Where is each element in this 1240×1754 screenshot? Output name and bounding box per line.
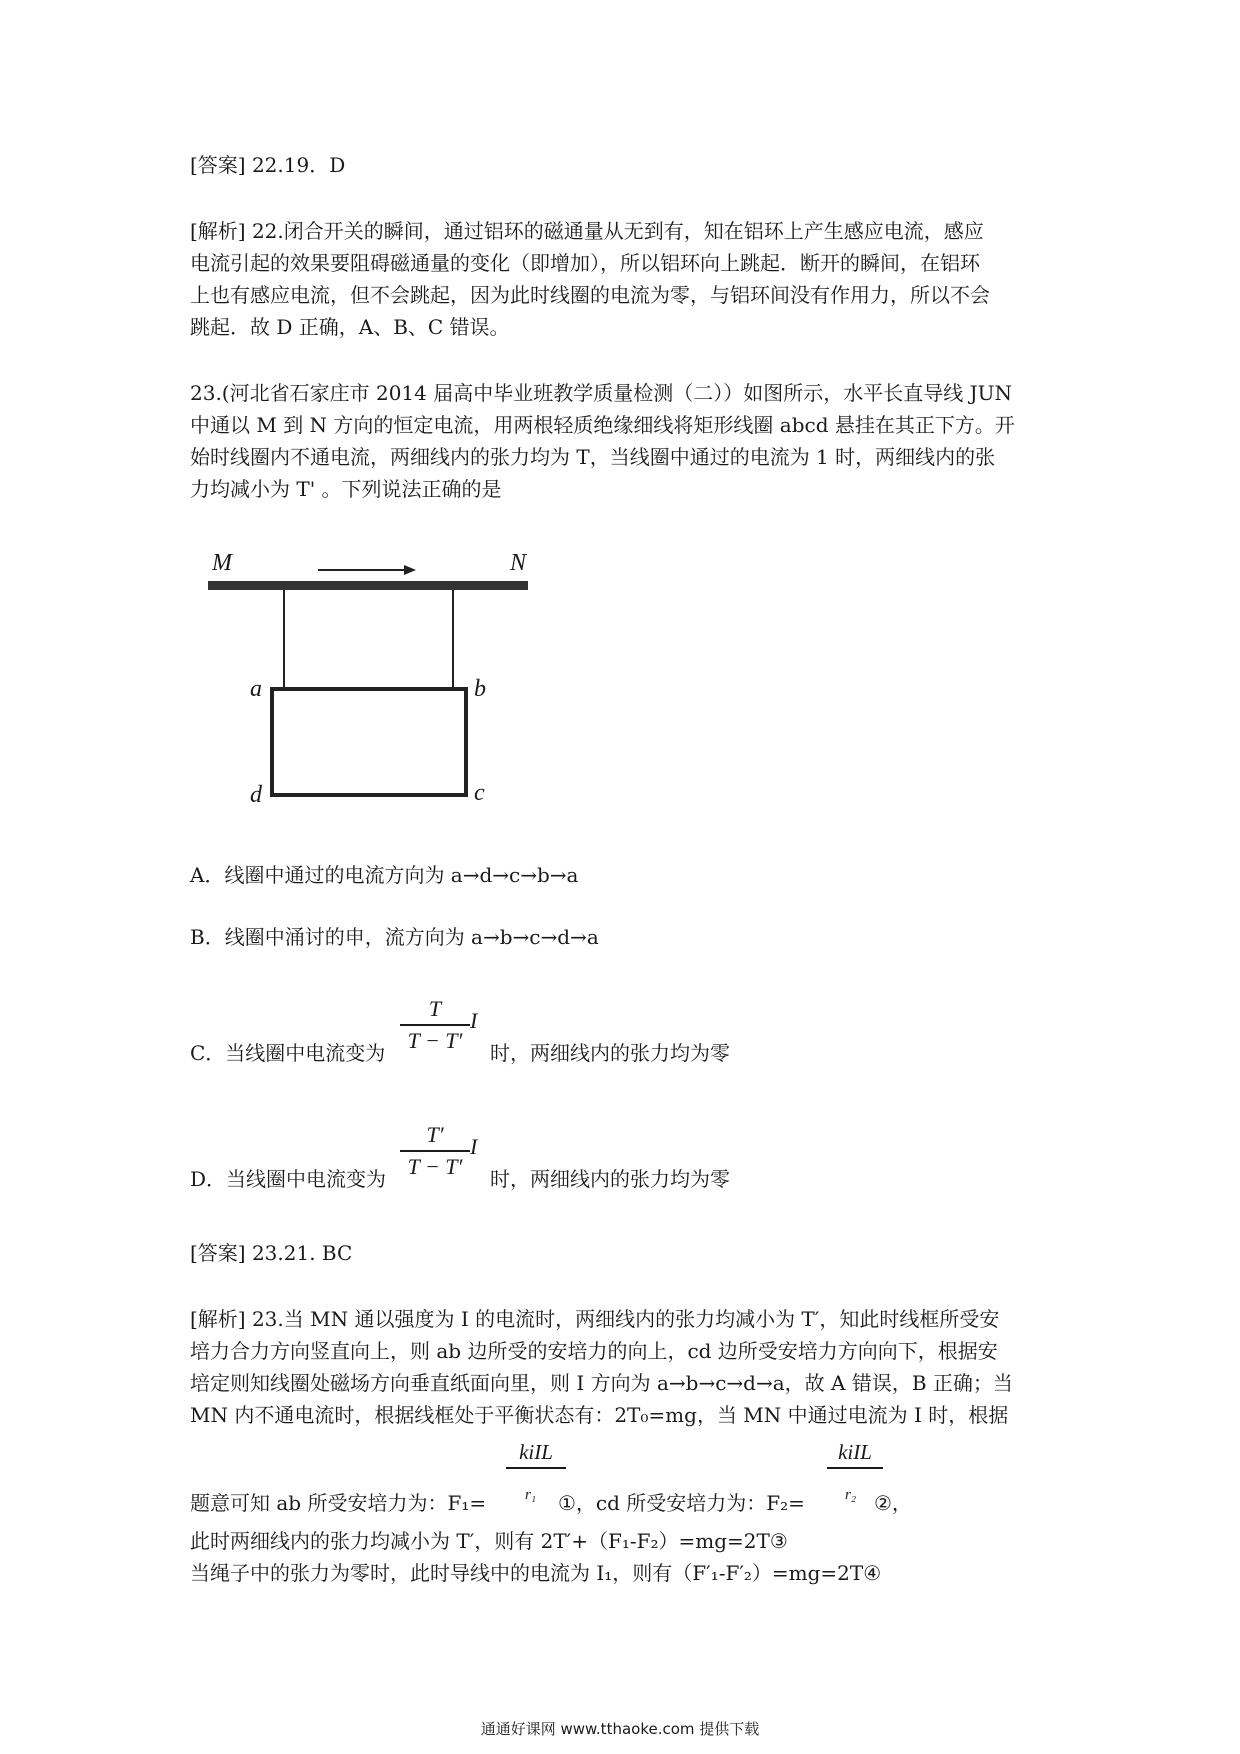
option-C-numerator: T — [428, 996, 442, 1021]
label-a: a — [250, 676, 262, 702]
option-C-suffix: 时，两细线内的张力均为零 — [490, 1041, 730, 1065]
f2-r2: r₂ — [845, 1487, 857, 1503]
option-D-suffix: 时，两细线内的张力均为零 — [490, 1167, 730, 1191]
option-B: B．线圈中涌讨的申，流方向为 a→b→c→d→a — [190, 925, 599, 949]
f2-suffix: ②， — [874, 1491, 912, 1515]
analysis-23-line-2: 培力合力方向竖直向上，则 ab 边所受的安培力的向上，cd 边所受安培力方向向下，根据安 — [190, 1339, 998, 1363]
option-C-fraction-bar — [400, 1024, 470, 1026]
analysis-23-line-3: 培定则知线圈处磁场方向垂直纸面向里，则 I 方向为 a→b→c→d→a，故 A 错误，B 正确；当 — [190, 1371, 1013, 1395]
option-D-denominator: T − T′ — [407, 1154, 463, 1179]
option-C-fraction — [400, 996, 470, 1054]
current-arrow-head — [404, 565, 416, 575]
analysis-22-line-4: 跳起．故 D 正确，A、B、C 错误。 — [190, 315, 510, 339]
answer-23: [答案] 23.21. BC — [190, 1241, 353, 1265]
option-C-prefix: C．当线圈中电流变为 — [190, 1041, 386, 1065]
option-D-I: I — [470, 1134, 478, 1159]
wire-MN — [208, 581, 528, 590]
f2-fraction-bar — [827, 1467, 883, 1469]
question-23-line-2: 中通以 M 到 N 方向的恒定电流，用两根轻质绝缘细线将矩形线圈 abcd 悬挂在其正下方。开 — [190, 413, 1015, 437]
coil-abcd — [272, 689, 466, 795]
option-A: A．线圈中通过的电流方向为 a→d→c→b→a — [190, 863, 579, 887]
answer-22: [答案] 22.19．D — [190, 153, 346, 177]
question-23-line-1: 23.(河北省石家庄市 2014 届高中毕业班教学质量检测（二））如图所示，水平长直导线 JUN — [190, 381, 1012, 405]
page-footer: 通通好课网 www.tthaoke.com 提供下载 — [480, 1720, 760, 1738]
f1-line: 题意可知 ab 所受安培力为：F₁= — [190, 1491, 487, 1515]
option-C-I: I — [470, 1008, 478, 1033]
option-D-fraction-bar — [400, 1150, 470, 1152]
f1-r1: r₁ — [525, 1487, 537, 1503]
label-b: b — [474, 676, 486, 702]
question-23-line-3: 始时线圈内不通电流，两细线内的张力均为 T，当线圈中通过的电流为 1 时，两细线内的张 — [190, 445, 996, 469]
analysis-22-line-2: 电流引起的效果要阻碍磁通量的变化（即增加），所以铝环向上跳起．断开的瞬间，在铝环 — [190, 251, 980, 275]
circuit-figure — [200, 550, 540, 810]
f2-kiIL: kiIL — [838, 1440, 872, 1464]
f1-suffix: ①，cd 所受安培力为：F₂= — [558, 1491, 805, 1515]
f2-numerator — [827, 1440, 883, 1471]
option-D-numerator: T′ — [426, 1122, 444, 1147]
label-M: M — [212, 550, 232, 576]
option-C-denominator: T − T′ — [407, 1028, 463, 1053]
f1-kiIL: kiIL — [519, 1440, 553, 1464]
label-N: N — [510, 550, 527, 576]
analysis-23-line-4: MN 内不通电流时，根据线框处于平衡状态有：2T₀=mg，当 MN 中通过电流为 I 时，根据 — [190, 1403, 1009, 1427]
option-D-prefix: D．当线圈中电流变为 — [190, 1167, 387, 1191]
tension-line: 此时两细线内的张力均减小为 T′，则有 2T′+（F₁-F₂）=mg=2T③ — [190, 1529, 788, 1553]
f1-numerator — [506, 1440, 566, 1471]
f1-fraction-bar — [506, 1467, 566, 1469]
zero-tension-line: 当绳子中的张力为零时，此时导线中的电流为 I₁，则有（F′₁-F′₂）=mg=2T④ — [190, 1561, 882, 1585]
option-D-fraction — [400, 1122, 470, 1180]
analysis-22-line-1: [解析] 22.闭合开关的瞬间，通过铝环的磁通量从无到有，知在铝环上产生感应电流，感应 — [190, 219, 984, 243]
question-23-line-4: 力均减小为 T' 。下列说法正确的是 — [190, 477, 502, 501]
label-d: d — [250, 782, 262, 808]
label-c: c — [474, 780, 485, 806]
analysis-23-line-1: [解析] 23.当 MN 通以强度为 I 的电流时，两细线内的张力均减小为 T′，知此时线框所受安 — [190, 1307, 1000, 1331]
analysis-22-line-3: 上也有感应电流，但不会跳起，因为此时线圈的电流为零，与铝环间没有作用力，所以不会 — [190, 283, 990, 307]
